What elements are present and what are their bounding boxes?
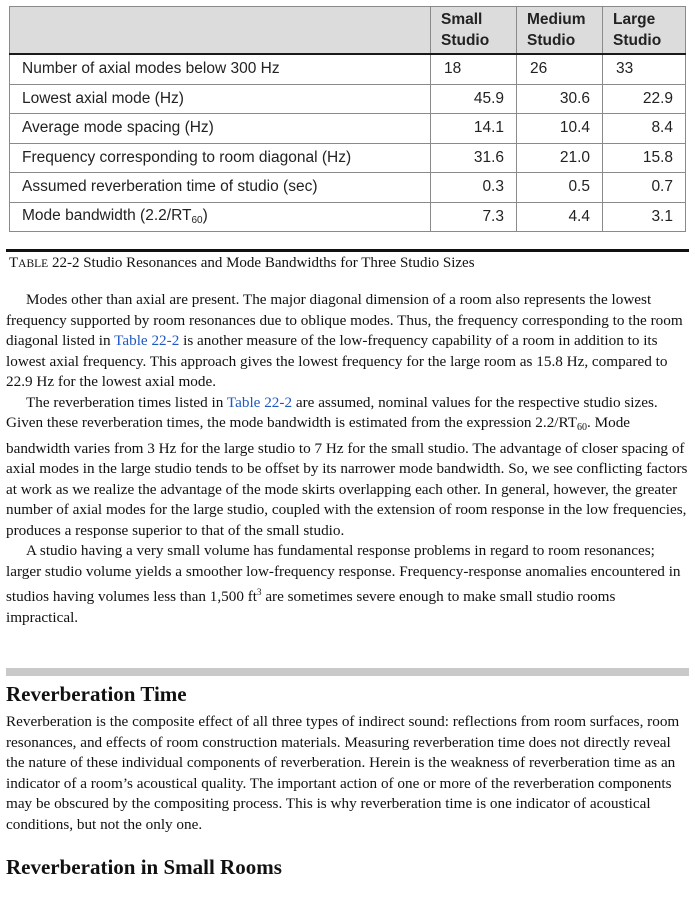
large-studio-value: 0.7 [603,173,686,203]
small-studio-value: 0.3 [431,173,517,203]
table-link[interactable]: Table 22-2 [114,332,180,349]
table-row [10,202,686,232]
body-text [6,290,690,628]
medium-studio-value: 21.0 [517,143,603,173]
medium-studio-value: 30.6 [517,84,603,114]
resonance-table-container [9,6,685,232]
section-heading: Reverberation in Small Rooms [6,855,282,879]
small-studio-value: 45.9 [431,84,517,114]
header-medium-studio: Medium Studio [517,7,603,55]
paragraph: The reverberation times listed in Table 22-2 are assumed, nominal values for the respective studio sizes. Given these reverberation times, the mode bandwidth is estimated from the expression $2.2/RT_{60}$. Mode bandwidth varies from 3 Hz for the large studio to 7 Hz for the small studio. The advantage of closer spacing of axial modes in the large studio tends to be offset by its narrower mode bandwidth. So, we see conflicting factors at work as we realize the advantage of the mode skirts overlapping each other. In general, however, the greater number of axial modes for the large studio, coupled with the extension of room response in the low frequencies, produces a response superior to that of the small studio. [6,393,688,539]
table-row [10,54,686,84]
table-row [10,114,686,144]
medium-studio-value: 26 [517,54,603,84]
row-label: Assumed reverberation time of studio (sec) [10,173,431,203]
small-studio-value: 7.3 [431,202,517,232]
small-studio-value: 18 [431,54,517,84]
table-link[interactable]: Table 22-2 [226,393,293,411]
paragraph: Modes other than axial are present. The major diagonal dimension of a room also represents the lowest frequency supported by room resonances due to oblique modes. Thus, the frequency corresponding to the room diagonal listed in Table 22-2 is another measure of the low-frequency capability of a room in addition to its lowest axial frequency. This approach gives the lowest frequency for the large room as 15.8 Hz, compared to 22.9 Hz for the lowest axial mode. [6,291,683,390]
table-row [10,143,686,173]
paragraph: A studio having a very small volume has fundamental response problems in regard to room resonances; larger studio volume yields a smoother low-frequency response. Frequency-response anomalies encountered in studios having volumes less than 1,500 $ft^3$ are sometimes severe enough to make small studio rooms impractical. [6,542,681,626]
table-row [10,173,686,203]
row-label: Average mode spacing (Hz) [10,114,431,144]
row-label: Frequency corresponding to room diagonal (Hz) [10,143,431,173]
section-paragraph: Reverberation is the composite effect of all three types of indirect sound: reflections from room surfaces, room resonances, and effects of room construction materials. Measuring reverberation time does not directly reveal the nature of these individual components of reverberation. Herein is the weakness of reverberation time as an indicator of a room’s acoustical quality. The important action of one or more of the reverberation components may be obscured by the compositing process. This is why reverberation time is one indicator of acoustical conditions, but not the only one. [6,713,680,833]
row-label: Lowest axial mode (Hz) [10,84,431,114]
small-studio-value: 14.1 [431,114,517,144]
medium-studio-value: 4.4 [517,202,603,232]
header-small-studio: Small Studio [431,7,517,55]
row-label: Mode bandwidth $(2.2/RT_{60})$ [10,202,431,232]
large-studio-value: 33 [603,54,686,84]
medium-studio-value: 0.5 [517,173,603,203]
large-studio-value: 22.9 [603,84,686,114]
large-studio-value: 8.4 [603,114,686,144]
table-caption: TABLE 22-2 Studio Resonances and Mode Bandwidths for Three Studio Sizes [9,255,475,271]
large-studio-value: 3.1 [603,202,686,232]
caption-rule [6,249,689,252]
table-row [10,84,686,114]
small-studio-value: 31.6 [431,143,517,173]
large-studio-value: 15.8 [603,143,686,173]
medium-studio-value: 10.4 [517,114,603,144]
section-heading: Reverberation Time [6,682,187,706]
table-header-row [10,7,686,55]
header-large-studio: Large Studio [603,7,686,55]
header-blank-cell [10,7,431,55]
studio-resonance-table [9,6,686,232]
section-divider [6,668,689,676]
row-label: Number of axial modes below 300 Hz [10,54,431,84]
